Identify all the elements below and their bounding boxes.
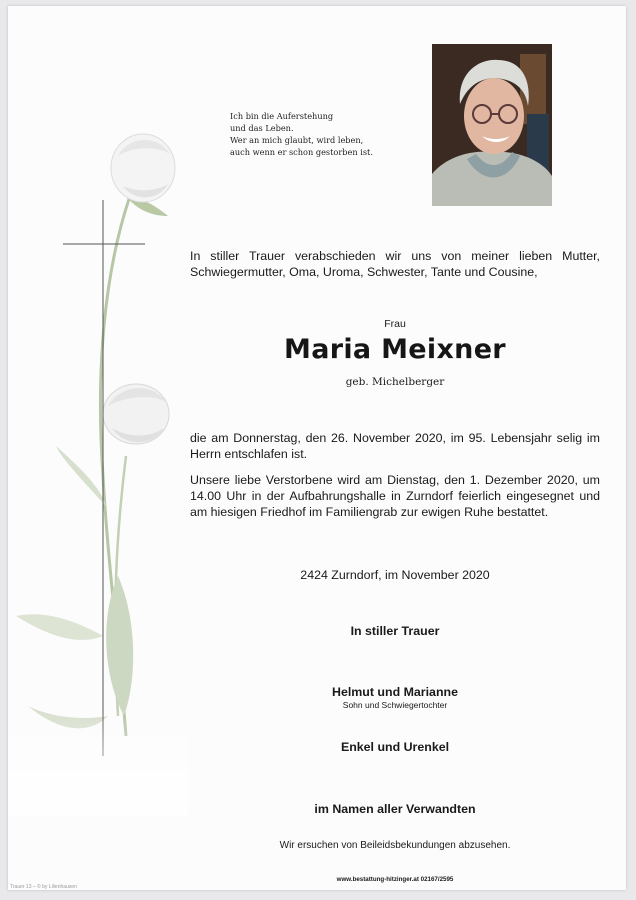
funeral-home-footer: www.bestattung-hitzinger.at 02167/2595	[336, 876, 454, 883]
template-credit: Trauer 13 – © by Lilienhausen	[10, 884, 77, 890]
rose-decoration	[8, 116, 188, 816]
deceased-name: Maria Meixner	[284, 334, 506, 365]
condolence-note: Wir ersuchen von Beileidsbekundungen abzusehen.	[279, 840, 511, 851]
mourner-name: Enkel und Urenkel	[340, 740, 450, 754]
place-date: 2424 Zurndorf, im November 2020	[300, 568, 490, 582]
title-prefix: Frau	[384, 318, 406, 330]
mourner-relation: Sohn und Schwiegertochter	[342, 700, 448, 710]
portrait-photo	[432, 44, 552, 206]
bible-quote: Ich bin die Auferstehung und das Leben. Wer an mich glaubt, wird leben, auch wenn er schon gestorben ist.	[230, 111, 373, 157]
maiden-name: geb. Michelberger	[345, 376, 445, 388]
mourning-heading: In stiller Trauer	[350, 624, 440, 638]
intro-line-1: In stiller Trauer verabschieden wir uns von meiner lieben Mutter,	[190, 249, 600, 263]
death-notice: die am Donnerstag, den 26. November 2020, im 95. Lebensjahr selig im Herrn entschlafen ist.	[190, 431, 600, 461]
intro-line-2: Schwiegermutter, Oma, Uroma, Schwester, Tante und Cousine,	[190, 265, 538, 279]
funeral-notice: Unsere liebe Verstorbene wird am Dienstag, den 1. Dezember 2020, um 14.00 Uhr in der Aufbahrungshalle in Zurndorf feierlich eingesegnet und am hiesigen Friedhof im Familiengrab zur ewigen Ruhe bestattet.	[190, 473, 600, 519]
mourner-name: im Namen aller Verwandten	[314, 802, 476, 816]
mourner-name: Helmut und Marianne	[332, 685, 458, 699]
obituary-page	[8, 6, 626, 890]
